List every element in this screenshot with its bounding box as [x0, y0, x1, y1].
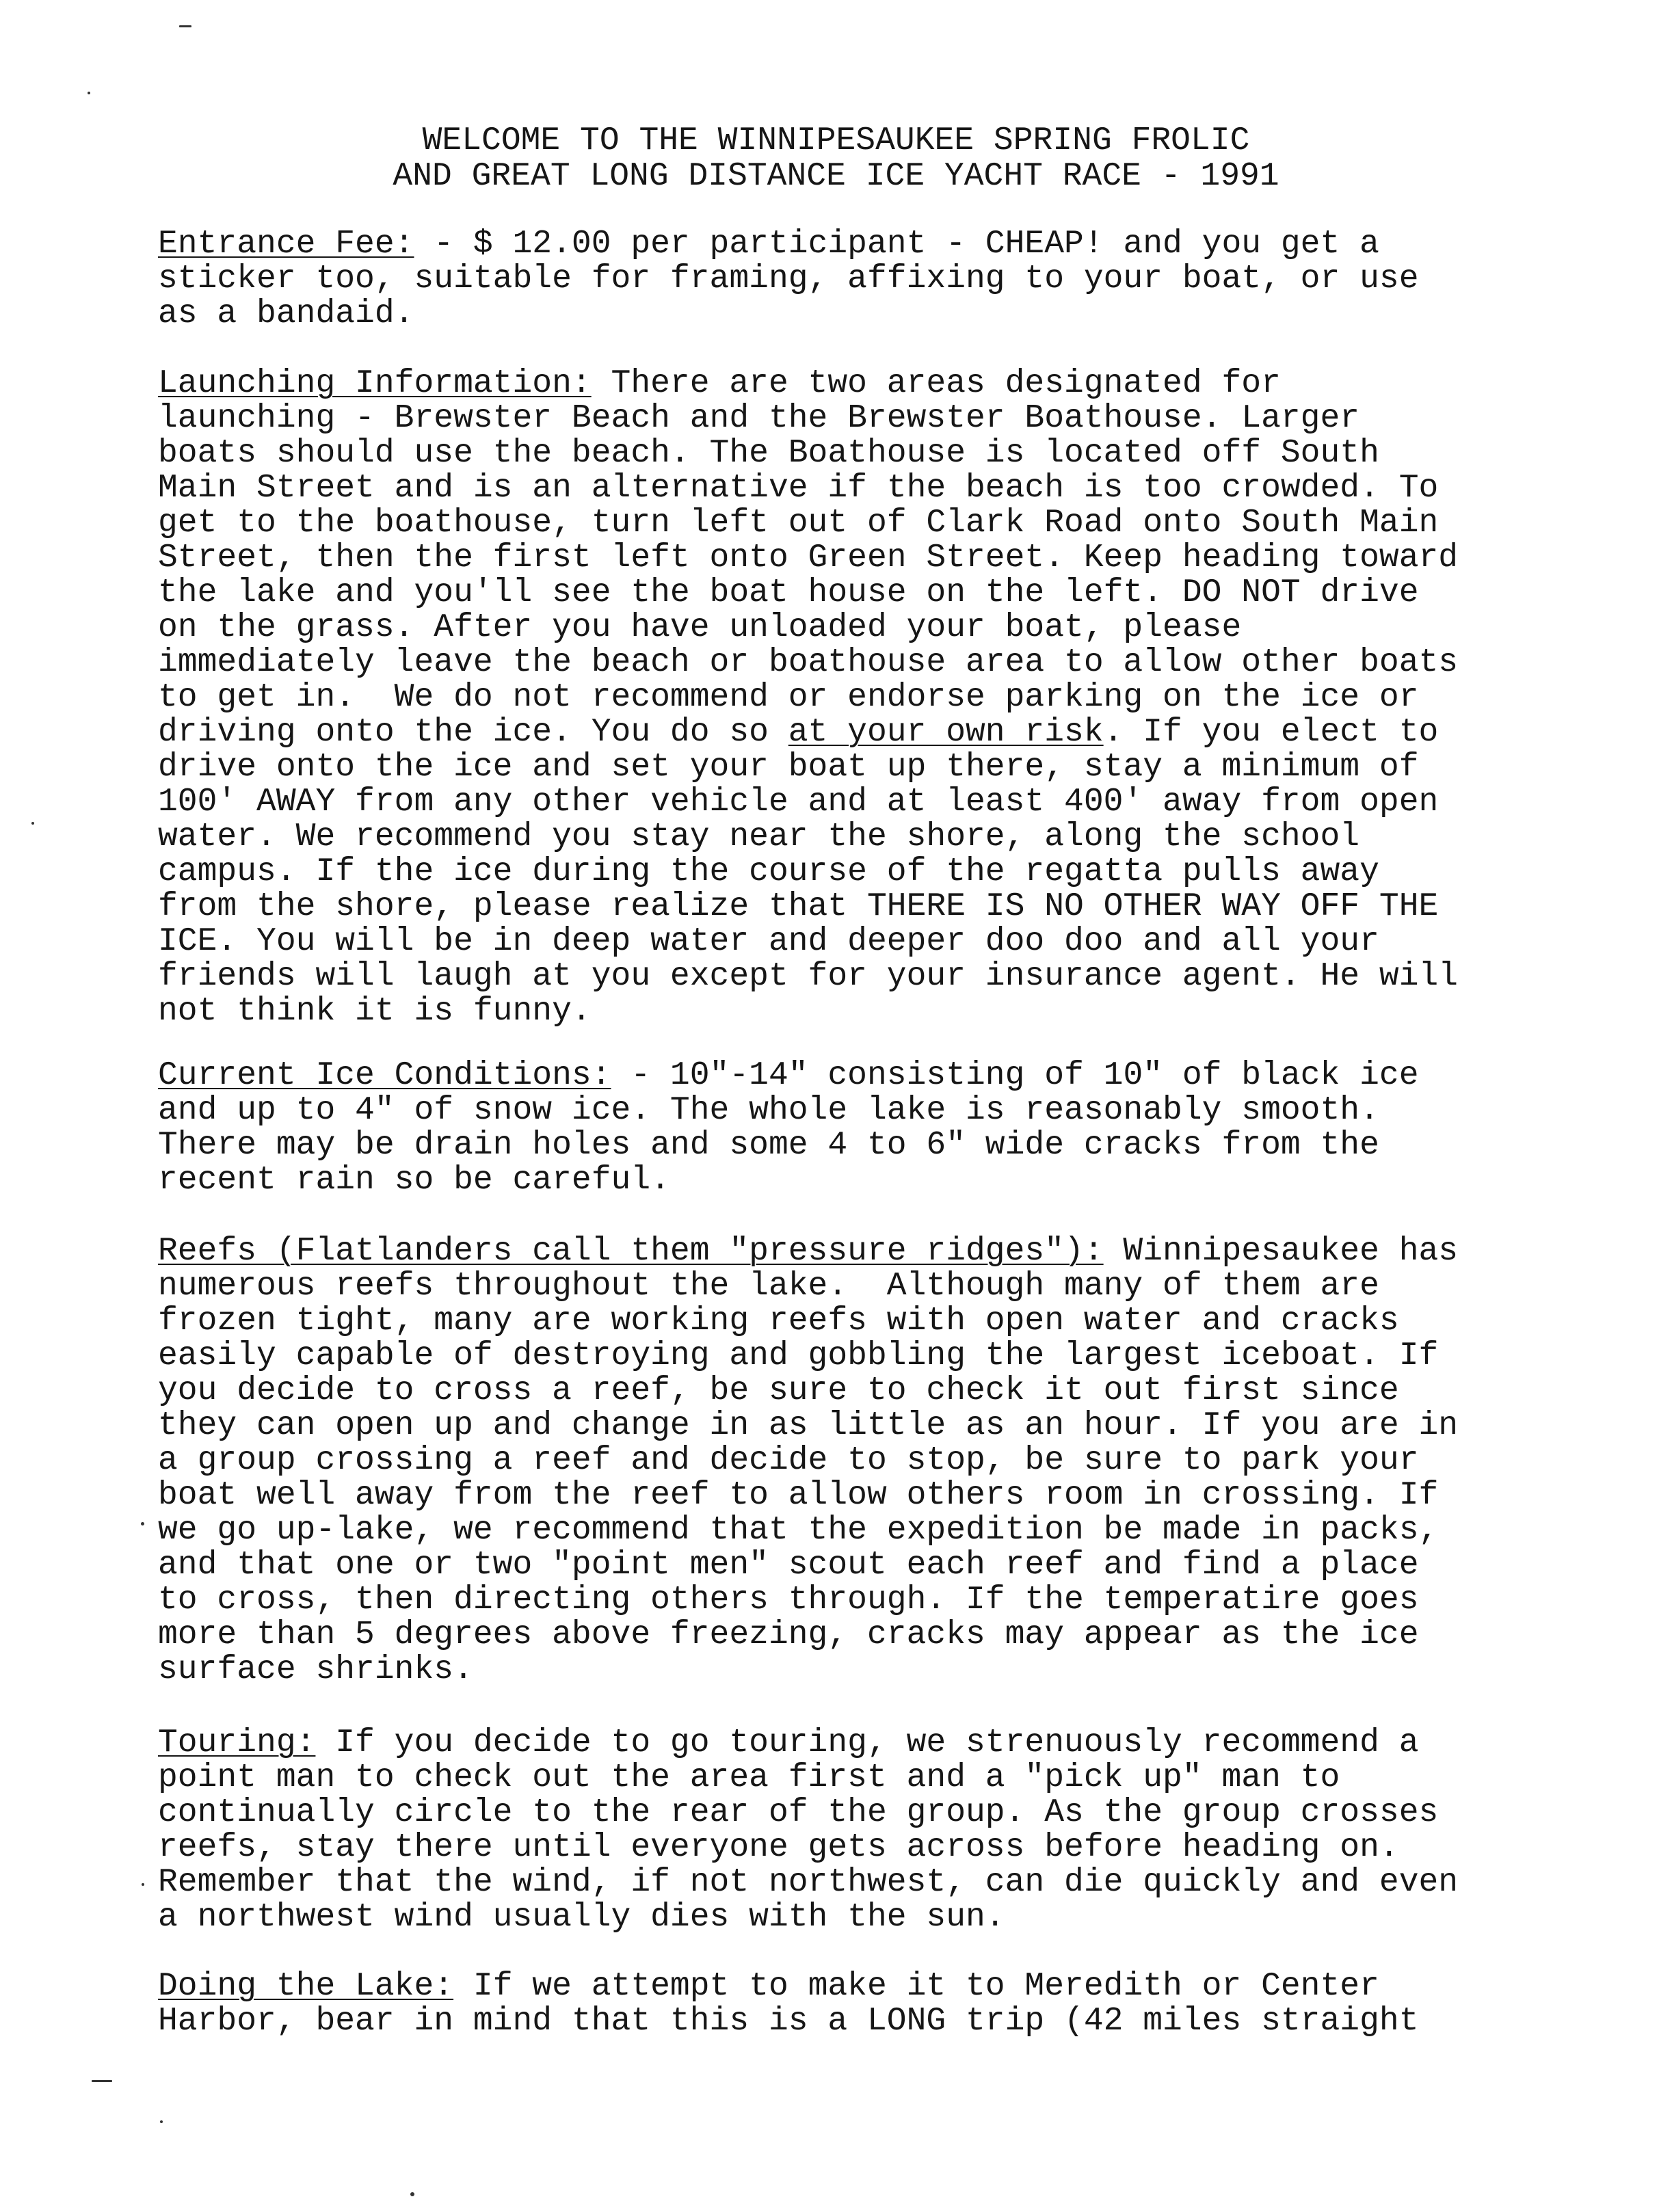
paragraph-line: reefs, stay there until everyone gets across before heading on. [158, 1829, 1399, 1866]
ice-conditions-paragraph [158, 1058, 1526, 1198]
entrance-fee-heading: Entrance Fee: [158, 226, 414, 263]
paragraph-line: friends will laugh at you except for your insurance agent. He will [158, 958, 1459, 995]
paragraph-line [158, 715, 1526, 750]
touring-paragraph [158, 1726, 1526, 1935]
paragraph-line: sticker too, suitable for framing, affixing to your boat, or use [158, 261, 1419, 297]
paragraph-line: Main Street and is an alternative if the beach is too crowded. To [158, 470, 1439, 507]
paragraph-line: numerous reefs throughout the lake. Although many of them are [158, 1268, 1379, 1305]
paragraph-line [158, 227, 1526, 262]
own-risk-emphasis: at your own risk [788, 714, 1104, 751]
reefs-heading: Reefs (Flatlanders call them "pressure ridges"): [158, 1233, 1104, 1270]
paragraph-text: . If you elect to [1103, 714, 1439, 751]
document-title-line-2: AND GREAT LONG DISTANCE ICE YACHT RACE - 1991 [393, 158, 1279, 195]
paragraph-line [158, 367, 1526, 401]
paragraph-line: not think it is funny. [158, 993, 592, 1030]
paragraph-line: frozen tight, many are working reefs with open water and cracks [158, 1303, 1399, 1340]
scan-speck [92, 2080, 112, 2082]
paragraph-line: Remember that the wind, if not northwest, can die quickly and even [158, 1864, 1459, 1901]
paragraph-line: more than 5 degrees above freezing, cracks may appear as the ice [158, 1616, 1419, 1653]
paragraph-line: Harbor, bear in mind that this is a LONG trip (42 miles straight [158, 2003, 1419, 2040]
entrance-fee-paragraph [158, 227, 1526, 332]
paragraph-text: If we attempt to make it to Meredith or Center [453, 1968, 1379, 2005]
paragraph-line: get to the boathouse, turn left out of Clark Road onto South Main [158, 505, 1439, 542]
paragraph-line: from the shore, please realize that THERE IS NO OTHER WAY OFF THE [158, 888, 1439, 925]
paragraph-text: There are two areas designated for [591, 365, 1281, 402]
paragraph-text: - $ 12.00 per participant - CHEAP! and you get a [414, 226, 1379, 263]
paragraph-line: and up to 4" of snow ice. The whole lake is reasonably smooth. [158, 1092, 1379, 1129]
scan-speck [142, 1883, 144, 1886]
paragraph-line: to get in. We do not recommend or endorse parking on the ice or [158, 679, 1419, 716]
scan-speck [141, 1522, 144, 1525]
paragraph-text: - 10"-14" consisting of 10" of black ice [611, 1057, 1419, 1094]
paragraph-text: driving onto the ice. You do so [158, 714, 788, 751]
paragraph-line: Street, then the first left onto Green Street. Keep heading toward [158, 539, 1459, 576]
paragraph-line: they can open up and change in as little as an hour. If you are in [158, 1407, 1459, 1444]
scan-speck [88, 92, 90, 94]
doing-the-lake-paragraph [158, 1969, 1526, 2039]
paragraph-line: ICE. You will be in deep water and deeper doo doo and all your [158, 923, 1379, 960]
document-title-line-1: WELCOME TO THE WINNIPESAUKEE SPRING FROLIC [422, 122, 1250, 159]
paragraph-line: recent rain so be careful. [158, 1162, 670, 1199]
paragraph-text: If you decide to go touring, we strenuously recommend a [315, 1724, 1419, 1761]
paragraph-line: There may be drain holes and some 4 to 6" wide cracks from the [158, 1127, 1379, 1164]
paragraph-line: easily capable of destroying and gobbling the largest iceboat. If [158, 1337, 1439, 1374]
paragraph-line: you decide to cross a reef, be sure to check it out first since [158, 1372, 1399, 1409]
paragraph-line: on the grass. After you have unloaded your boat, please [158, 609, 1242, 646]
paragraph-line [158, 1058, 1526, 1093]
paragraph-line: 100' AWAY from any other vehicle and at least 400' away from open [158, 784, 1439, 821]
paragraph-line: boats should use the beach. The Boathouse is located off South [158, 435, 1379, 472]
reefs-paragraph [158, 1234, 1526, 1688]
doing-the-lake-heading: Doing the Lake: [158, 1968, 454, 2005]
scan-speck [179, 25, 191, 27]
paragraph-line: as a bandaid. [158, 295, 414, 332]
scan-speck [160, 2120, 163, 2123]
paragraph-line [158, 1969, 1526, 2004]
launching-information-paragraph [158, 367, 1526, 1029]
paragraph-line: immediately leave the beach or boathouse area to allow other boats [158, 644, 1459, 681]
paragraph-line [158, 1726, 1526, 1761]
paragraph-line: the lake and you'll see the boat house on the left. DO NOT drive [158, 574, 1419, 611]
paragraph-line: surface shrinks. [158, 1651, 473, 1688]
paragraph-line: and that one or two "point men" scout each reef and find a place [158, 1547, 1419, 1584]
paragraph-line: launching - Brewster Beach and the Brewster Boathouse. Larger [158, 400, 1360, 437]
paragraph-line: water. We recommend you stay near the shore, along the school [158, 818, 1360, 855]
paragraph-line: a group crossing a reef and decide to stop, be sure to park your [158, 1442, 1419, 1479]
paragraph-line [158, 1234, 1526, 1269]
paragraph-line: to cross, then directing others through. If the temperatire goes [158, 1582, 1419, 1618]
paragraph-line: boat well away from the reef to allow others room in crossing. If [158, 1477, 1439, 1514]
scan-speck [31, 822, 34, 825]
launching-information-heading: Launching Information: [158, 365, 592, 402]
touring-heading: Touring: [158, 1724, 316, 1761]
paragraph-line: drive onto the ice and set your boat up there, stay a minimum of [158, 749, 1419, 786]
scan-speck [410, 2192, 414, 2196]
paragraph-line: point man to check out the area first and a "pick up" man to [158, 1759, 1340, 1796]
paragraph-text: Winnipesaukee has [1103, 1233, 1459, 1270]
paragraph-line: continually circle to the rear of the group. As the group crosses [158, 1794, 1439, 1831]
paragraph-line: campus. If the ice during the course of the regatta pulls away [158, 853, 1379, 890]
paragraph-line: a northwest wind usually dies with the sun. [158, 1899, 1005, 1936]
ice-conditions-heading: Current Ice Conditions: [158, 1057, 611, 1094]
paragraph-line: we go up-lake, we recommend that the expedition be made in packs, [158, 1512, 1439, 1549]
